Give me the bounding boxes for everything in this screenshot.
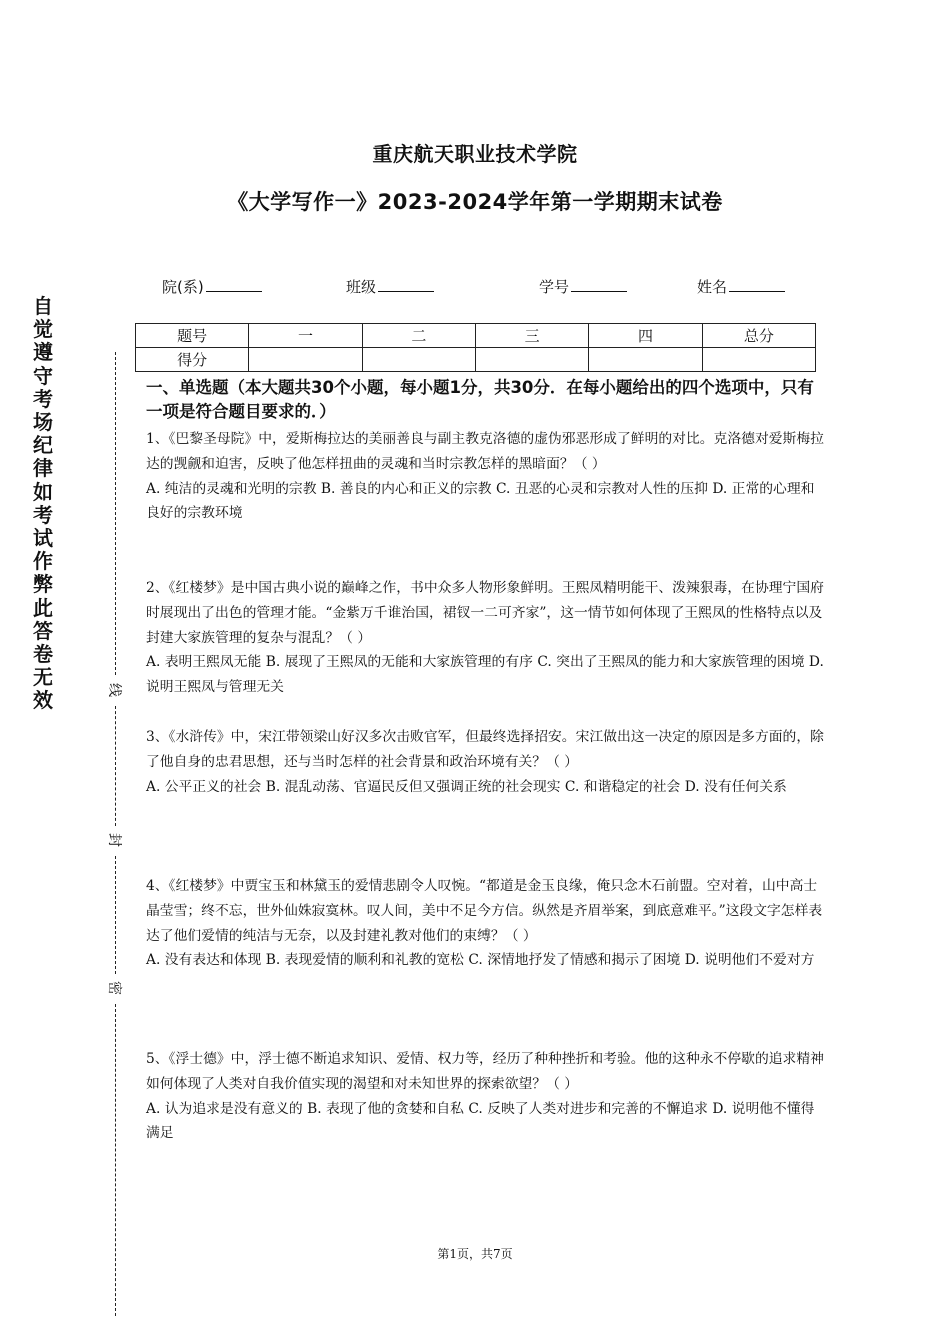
score-table-header-row bbox=[136, 324, 816, 348]
department-field bbox=[162, 276, 262, 297]
class-label: 班级 bbox=[346, 278, 377, 296]
side-notice-char: 纪 bbox=[33, 433, 53, 458]
score-table-score-row bbox=[136, 348, 816, 372]
side-notice-char: 此 bbox=[33, 595, 53, 620]
binding-line-segment bbox=[115, 856, 116, 974]
binding-mark-close: 密 bbox=[105, 979, 125, 997]
side-notice-char: 弊 bbox=[33, 572, 53, 597]
question-4 bbox=[146, 874, 826, 973]
class-blank bbox=[378, 277, 434, 292]
side-notice-char: 作 bbox=[33, 549, 53, 574]
page-number: 第1页，共7页 bbox=[437, 1247, 513, 1261]
score-row-label: 得分 bbox=[136, 348, 249, 372]
question-options: A. 表明王熙凤无能 B. 展现了王熙凤的无能和大家族管理的有序 C. 突出了王熙凤的能力和大家族管理的困境 D. 说明王熙凤与管理无关 bbox=[146, 654, 824, 696]
score-cell bbox=[475, 348, 588, 372]
score-cell bbox=[362, 348, 475, 372]
side-notice-char: 如 bbox=[33, 479, 53, 504]
name-blank bbox=[729, 277, 785, 292]
question-stem: 2、《红楼梦》是中国古典小说的巅峰之作，书中众多人物形象鲜明。王熙凤精明能干、泼辣狠毒，在协理宁国府时展现出了出色的管理才能。“金紫万千谁治国，裙钗一二可齐家”，这一情节如何体现了王熙凤的性格特点以及封建大家族管理的复杂与混乱？（ ） bbox=[146, 580, 824, 646]
side-notice-char: 考 bbox=[33, 502, 53, 527]
side-notice bbox=[32, 295, 54, 713]
question-options: A. 没有表达和体现 B. 表现爱情的顺利和礼教的宽松 C. 深情地抒发了情感和揭示了困境 D. 说明他们不爱对方 bbox=[146, 952, 815, 969]
question-stem: 3、《水浒传》中，宋江带领梁山好汉多次击败官军，但最终选择招安。宋江做出这一决定的原因是多方面的，除了他自身的忠君思想，还与当时怎样的社会背景和政治环境有关？（ ） bbox=[146, 729, 824, 770]
score-header-cell: 题号 bbox=[136, 324, 249, 348]
binding-line-segment bbox=[115, 352, 116, 675]
side-notice-char: 试 bbox=[33, 526, 53, 551]
score-header-cell: 总分 bbox=[702, 324, 815, 348]
question-5 bbox=[146, 1047, 826, 1146]
binding-line-segment bbox=[115, 1004, 116, 1316]
question-3 bbox=[146, 725, 826, 799]
question-2 bbox=[146, 576, 826, 700]
score-header-cell: 一 bbox=[249, 324, 362, 348]
binding-mark-line: 线 bbox=[105, 681, 125, 699]
side-notice-char: 律 bbox=[33, 456, 53, 481]
student-id-field bbox=[539, 276, 627, 297]
score-table bbox=[135, 323, 816, 372]
score-cell bbox=[702, 348, 815, 372]
side-notice-char: 效 bbox=[33, 688, 53, 713]
question-stem: 5、《浮士德》中，浮士德不断追求知识、爱情、权力等，经历了种种挫折和考验。他的这种永不停歇的追求精神如何体现了人类对自我价值实现的渴望和对未知世界的探索欲望？（ ） bbox=[146, 1051, 824, 1092]
score-cell bbox=[249, 348, 362, 372]
department-blank bbox=[206, 277, 262, 292]
name-field bbox=[697, 276, 785, 297]
question-options: A. 公平正义的社会 B. 混乱动荡、官逼民反但又强调正统的社会现实 C. 和谐稳定的社会 D. 没有任何关系 bbox=[146, 778, 787, 795]
question-stem: 1、《巴黎圣母院》中，爱斯梅拉达的美丽善良与副主教克洛德的虚伪邪恶形成了鲜明的对比。克洛德对爱斯梅拉达的觊觎和迫害，反映了他怎样扭曲的灵魂和当时宗教怎样的黑暗面？（ ） bbox=[146, 431, 824, 472]
score-header-cell: 二 bbox=[362, 324, 475, 348]
school-name: 重庆航天职业技术学院 bbox=[372, 142, 578, 166]
side-notice-char: 觉 bbox=[33, 317, 53, 342]
side-notice-char: 自 bbox=[33, 294, 53, 318]
name-label: 姓名 bbox=[697, 278, 728, 296]
class-field bbox=[346, 276, 434, 297]
side-notice-char: 考 bbox=[33, 386, 53, 411]
question-options: A. 认为追求是没有意义的 B. 表现了他的贪婪和自私 C. 反映了人类对进步和完善的不懈追求 D. 说明他不懂得满足 bbox=[146, 1100, 815, 1142]
side-notice-char: 守 bbox=[33, 363, 53, 388]
section-heading: 一、单选题（本大题共30个小题，每小题1分，共30分．在每小题给出的四个选项中，只有一项是符合题目要求的．） bbox=[146, 378, 814, 421]
side-notice-char: 遵 bbox=[33, 340, 53, 365]
binding-mark-seal: 封 bbox=[105, 831, 125, 849]
side-notice-char: 答 bbox=[33, 618, 53, 643]
student-id-label: 学号 bbox=[539, 278, 570, 296]
side-notice-char: 场 bbox=[33, 410, 53, 435]
student-id-blank bbox=[571, 277, 627, 292]
binding-line-segment bbox=[115, 706, 116, 826]
question-1 bbox=[146, 427, 826, 526]
department-label: 院(系) bbox=[162, 278, 204, 296]
exam-title: 《大学写作一》2023-2024学年第一学期期末试卷 bbox=[227, 190, 723, 214]
score-header-cell: 三 bbox=[475, 324, 588, 348]
question-stem: 4、《红楼梦》中贾宝玉和林黛玉的爱情悲剧令人叹惋。“都道是金玉良缘，俺只念木石前盟。空对着，山中高士晶莹雪；终不忘，世外仙姝寂寞林。叹人间，美中不足今方信。纵然是齐眉举案，到底意难平。”这段文字怎样表达了他们爱情的纯洁与无奈，以及封建礼教对他们的束缚？（ ） bbox=[146, 878, 823, 944]
question-options: A. 纯洁的灵魂和光明的宗教 B. 善良的内心和正义的宗教 C. 丑恶的心灵和宗教对人性的压抑 D. 正常的心理和良好的宗教环境 bbox=[146, 480, 815, 522]
side-notice-char: 无 bbox=[33, 665, 53, 690]
side-notice-char: 卷 bbox=[33, 642, 53, 667]
score-header-cell: 四 bbox=[589, 324, 702, 348]
score-cell bbox=[589, 348, 702, 372]
